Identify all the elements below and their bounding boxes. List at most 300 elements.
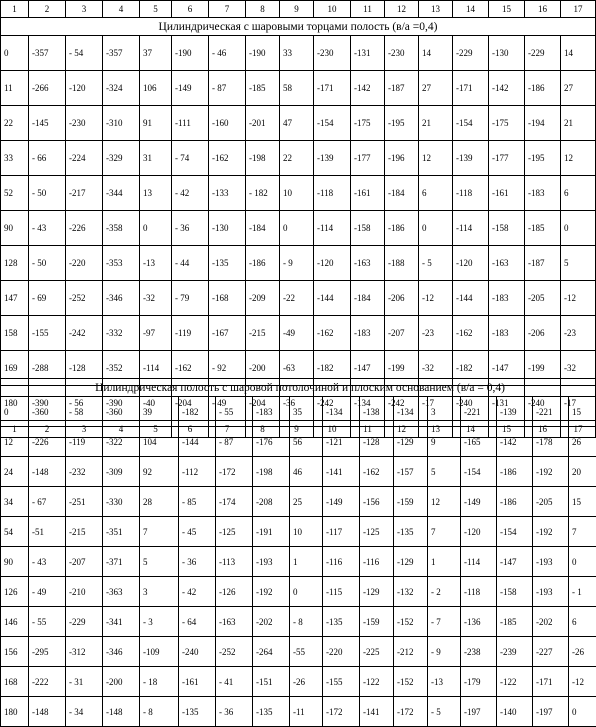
value-cell: -226 [29,427,66,457]
header-cell: 10 [314,1,351,18]
value-cell: -183 [489,281,525,316]
angle-cell: 0 [1,36,29,71]
section-title: Цилиндрическая с шаровыми торцами полость (в/а =0,4) [1,18,596,36]
value-cell: -32 [140,281,172,316]
value-cell: -136 [461,607,497,637]
value-cell: -36 [280,386,314,421]
value-cell: -183 [489,316,525,351]
value-cell: -131 [351,36,385,71]
value-cell: -125 [216,517,253,547]
value-cell: -251 [66,487,103,517]
value-cell: - 67 [29,487,66,517]
value-cell: -140 [497,697,533,727]
value-cell: -193 [253,547,290,577]
table-row [1,397,596,427]
value-cell: -122 [497,667,533,697]
value-cell: -229 [453,36,489,71]
table-row [1,667,596,697]
value-cell: -229 [66,607,103,637]
value-cell: -32 [561,351,596,386]
value-cell: 5 [428,457,461,487]
value-cell: -145 [29,106,66,141]
value-cell: -190 [246,36,280,71]
angle-cell: 33 [1,141,29,176]
value-cell: -172 [216,457,253,487]
value-cell: 27 [419,71,453,106]
value-cell: -144 [179,427,216,457]
value-cell: -209 [246,281,280,316]
value-cell: - 3 [140,607,179,637]
value-cell: -176 [253,427,290,457]
header-cell: 4 [103,1,140,18]
value-cell: -200 [246,351,280,386]
value-cell: - 36 [216,697,253,727]
table-row [1,246,596,281]
value-cell: -134 [323,397,360,427]
value-cell: - 7 [428,607,461,637]
value-cell: - 87 [216,427,253,457]
value-cell: -163 [351,246,385,281]
value-cell: -109 [140,637,179,667]
value-cell: - 2 [428,577,461,607]
value-cell: -13 [428,667,461,697]
value-cell: -199 [385,351,419,386]
value-cell: - 182 [246,176,280,211]
angle-cell: 146 [1,607,29,637]
value-cell: -186 [497,487,533,517]
value-cell: -312 [66,637,103,667]
angle-cell: 24 [1,457,29,487]
value-cell: -190 [172,36,209,71]
value-cell: -116 [360,547,394,577]
value-cell: - 9 [280,246,314,281]
table-row [1,607,596,637]
value-cell: -157 [394,457,428,487]
value-cell: -191 [253,517,290,547]
value-cell: -232 [66,457,103,487]
header-cell: 2 [29,1,66,18]
value-cell: -186 [525,71,561,106]
value-cell: -167 [209,316,246,351]
value-cell: -295 [29,637,66,667]
value-cell: -171 [314,71,351,106]
value-cell: -147 [351,351,385,386]
table-row [1,427,596,457]
value-cell: 0 [419,211,453,246]
value-cell: -357 [29,36,66,71]
value-cell: 9 [428,427,461,457]
value-cell: 15 [569,397,596,427]
value-cell: -206 [385,281,419,316]
value-cell: -13 [140,246,172,281]
value-cell: -118 [461,577,497,607]
value-cell: -202 [533,607,569,637]
value-cell: - 64 [179,607,216,637]
value-cell: -135 [253,697,290,727]
value-cell: 10 [290,517,323,547]
value-cell: -135 [323,607,360,637]
value-cell: -240 [525,386,561,421]
value-cell: -172 [394,697,428,727]
value-cell: - 87 [209,71,246,106]
value-cell: 13 [140,176,172,211]
angle-cell: 54 [1,517,29,547]
value-cell: 25 [290,487,323,517]
header-cell: 16 [525,1,561,18]
value-cell: 0 [290,577,323,607]
value-cell: - 18 [140,667,179,697]
value-cell: -177 [351,141,385,176]
value-cell: 14 [419,36,453,71]
value-cell: -177 [489,141,525,176]
value-cell: -351 [103,517,140,547]
value-cell: -310 [103,106,140,141]
angle-cell: 90 [1,547,29,577]
value-cell: -390 [29,386,66,421]
table-row [1,316,596,351]
value-cell: -199 [525,351,561,386]
value-cell: - 56 [66,386,103,421]
value-cell: -113 [216,547,253,577]
value-cell: - 55 [216,397,253,427]
value-cell: -171 [533,667,569,697]
value-cell: 0 [140,211,172,246]
header-cell: 15 [489,1,525,18]
value-cell: 106 [140,71,172,106]
value-cell: -187 [385,71,419,106]
value-cell: -115 [323,577,360,607]
value-cell: -390 [103,386,140,421]
footer-cell: 13 [419,421,453,438]
value-cell: -119 [66,427,103,457]
section-rows [1,36,596,421]
value-cell: - 36 [179,547,216,577]
value-cell: -205 [533,487,569,517]
value-cell: 1 [290,547,323,577]
value-cell: 21 [561,106,596,141]
value-cell: -114 [314,211,351,246]
value-cell: -352 [103,351,140,386]
value-cell: -22 [280,281,314,316]
value-cell: 6 [561,176,596,211]
value-cell: -118 [314,176,351,211]
value-cell: -97 [140,316,172,351]
value-cell: -210 [66,577,103,607]
value-cell: -114 [453,211,489,246]
value-cell: -227 [533,637,569,667]
value-cell: - 44 [172,246,209,281]
header-cell: 1 [1,1,29,18]
value-cell: -142 [489,71,525,106]
value-cell: -23 [419,316,453,351]
value-cell: 46 [290,457,323,487]
value-cell: -32 [419,351,453,386]
value-cell: -353 [103,246,140,281]
value-cell: -185 [246,71,280,106]
value-cell: -129 [360,577,394,607]
value-cell: -172 [323,697,360,727]
value-cell: -147 [489,351,525,386]
value-cell: -242 [385,386,419,421]
value-cell: 5 [561,246,596,281]
footer-cell: 5 [140,421,172,438]
table-row [1,487,596,517]
value-cell: -147 [497,547,533,577]
value-cell: -184 [351,281,385,316]
value-cell: -204 [246,386,280,421]
value-cell: 26 [569,427,596,457]
table-row [1,577,596,607]
footer-cell: 1 [1,421,29,438]
section-title-row [1,18,596,36]
value-cell: -131 [489,386,525,421]
value-cell: - 55 [29,607,66,637]
table-row [1,457,596,487]
value-cell: -230 [385,36,419,71]
value-cell: 0 [569,697,596,727]
value-cell: -208 [253,487,290,517]
value-cell: -129 [394,427,428,457]
value-cell: - 8 [140,697,179,727]
value-cell: 5 [140,547,179,577]
value-cell: -194 [525,106,561,141]
value-cell: -139 [497,397,533,427]
footer-cell: 14 [453,421,489,438]
angle-cell: 126 [1,577,29,607]
value-cell: 91 [140,106,172,141]
value-cell: -134 [351,386,385,421]
value-cell: -240 [179,637,216,667]
value-cell: -26 [290,667,323,697]
value-cell: -142 [351,71,385,106]
value-cell: - 50 [29,176,66,211]
value-cell: -162 [360,457,394,487]
value-cell: 21 [419,106,453,141]
value-cell: 12 [419,141,453,176]
value-cell: -120 [66,71,103,106]
value-cell: -125 [360,517,394,547]
value-cell: -220 [323,637,360,667]
value-cell: -239 [497,637,533,667]
value-cell: -192 [533,457,569,487]
value-cell: -212 [394,637,428,667]
value-cell: -156 [360,487,394,517]
value-cell: -134 [394,397,428,427]
value-cell: -242 [66,316,103,351]
table-row [1,106,596,141]
value-cell: -182 [179,397,216,427]
angle-cell: 180 [1,697,29,727]
value-cell: -12 [561,281,596,316]
header-cell: 13 [419,1,453,18]
table-row [1,211,596,246]
value-cell: -344 [103,176,140,211]
value-cell: -200 [103,667,140,697]
value-cell: -152 [394,607,428,637]
value-cell: -163 [489,246,525,281]
value-cell: -226 [66,211,103,246]
value-cell: - 9 [428,637,461,667]
column-number-header [1,1,596,18]
value-cell: 7 [428,517,461,547]
value-cell: -129 [394,547,428,577]
value-cell: -154 [453,106,489,141]
value-cell: - 42 [172,176,209,211]
value-cell: -238 [461,637,497,667]
value-cell: -154 [461,457,497,487]
value-cell: -192 [253,577,290,607]
value-cell: -184 [246,211,280,246]
value-cell: -132 [394,577,428,607]
value-cell: -222 [29,667,66,697]
value-cell: -198 [253,457,290,487]
value-cell: -161 [351,176,385,211]
value-cell: -162 [453,316,489,351]
angle-cell: 22 [1,106,29,141]
value-cell: -17 [561,386,596,421]
value-cell: -186 [385,211,419,246]
header-cell: 14 [453,1,489,18]
value-cell: -240 [453,386,489,421]
value-cell: - 66 [29,141,66,176]
value-cell: 7 [140,517,179,547]
value-cell: -224 [66,141,103,176]
value-cell: - 45 [179,517,216,547]
value-cell: 10 [280,176,314,211]
value-cell: -148 [103,697,140,727]
value-cell: -141 [360,697,394,727]
value-cell: -187 [525,246,561,281]
angle-cell: 11 [1,71,29,106]
value-cell: -193 [533,577,569,607]
value-cell: - 50 [29,246,66,281]
value-cell: -158 [351,211,385,246]
value-cell: -151 [253,667,290,697]
value-cell: -206 [525,316,561,351]
value-cell: -225 [360,637,394,667]
header-cell: 11 [351,1,385,18]
value-cell: - 41 [216,667,253,697]
footer-cell: 8 [246,421,280,438]
value-cell: -130 [489,36,525,71]
value-cell: - 69 [29,281,66,316]
section-title: Цилиндрическая полость с шаровой потолочиной и плоским основанием (в/а = 0,4) [1,379,596,397]
value-cell: 31 [140,141,172,176]
value-cell: 6 [569,607,596,637]
value-cell: -114 [461,547,497,577]
footer-cell: 9 [280,421,314,438]
value-cell: -322 [103,427,140,457]
value-cell: -242 [314,386,351,421]
value-cell: 6 [419,176,453,211]
header-cell: 8 [246,1,280,18]
header-cell: 5 [140,1,172,18]
value-cell: -11 [290,697,323,727]
footer-cell: 11 [351,421,385,438]
value-cell: -329 [103,141,140,176]
footer-cell: 3 [66,421,103,438]
value-cell: - 5 [428,697,461,727]
value-cell: -195 [385,106,419,141]
value-cell: -175 [351,106,385,141]
angle-cell: 180 [1,386,29,421]
value-cell: -149 [172,71,209,106]
value-cell: -116 [323,547,360,577]
value-cell: - 8 [290,607,323,637]
header-cell: 12 [385,1,419,18]
section-title-row [1,379,596,397]
value-cell: -357 [103,36,140,71]
value-cell: -288 [29,351,66,386]
value-cell: -183 [253,397,290,427]
value-cell: -264 [253,637,290,667]
value-cell: -118 [453,176,489,211]
value-cell: 1 [428,547,461,577]
value-cell: -360 [103,397,140,427]
value-cell: -121 [323,427,360,457]
value-cell: -171 [453,71,489,106]
value-cell: 15 [569,487,596,517]
angle-cell: 156 [1,637,29,667]
value-cell: - 31 [66,667,103,697]
value-cell: -230 [314,36,351,71]
value-cell: -135 [394,517,428,547]
value-cell: - 46 [209,36,246,71]
value-cell: -182 [453,351,489,386]
value-cell: -186 [246,246,280,281]
value-cell: 0 [569,547,596,577]
value-cell: -149 [323,487,360,517]
value-cell: -186 [497,457,533,487]
value-cell: -215 [246,316,280,351]
value-cell: -175 [489,106,525,141]
value-cell: - 42 [179,577,216,607]
value-cell: -139 [314,141,351,176]
angle-cell: 34 [1,487,29,517]
value-cell: -341 [103,607,140,637]
value-cell: -159 [360,607,394,637]
value-cell: -346 [103,637,140,667]
value-cell: -193 [533,547,569,577]
header-cell: 3 [66,1,103,18]
value-cell: -230 [66,106,103,141]
angle-cell: 147 [1,281,29,316]
footer-cell: 15 [489,421,525,438]
value-cell: - 49 [29,577,66,607]
value-cell: -119 [172,316,209,351]
value-cell: -309 [103,457,140,487]
value-cell: -149 [461,487,497,517]
value-cell: -192 [533,517,569,547]
footer-cell: 2 [29,421,66,438]
value-cell: - 5 [419,246,453,281]
value-cell: -205 [525,281,561,316]
value-cell: -154 [314,106,351,141]
value-cell: -135 [179,697,216,727]
footer-cell: 16 [525,421,561,438]
value-cell: -26 [569,637,596,667]
value-cell: -252 [216,637,253,667]
value-cell: -128 [66,351,103,386]
value-cell: -196 [385,141,419,176]
value-cell: -266 [29,71,66,106]
value-cell: - 36 [172,211,209,246]
value-cell: -162 [209,141,246,176]
value-cell: -117 [323,517,360,547]
value-cell: -148 [29,457,66,487]
footer-cell: 7 [209,421,246,438]
value-cell: -324 [103,71,140,106]
